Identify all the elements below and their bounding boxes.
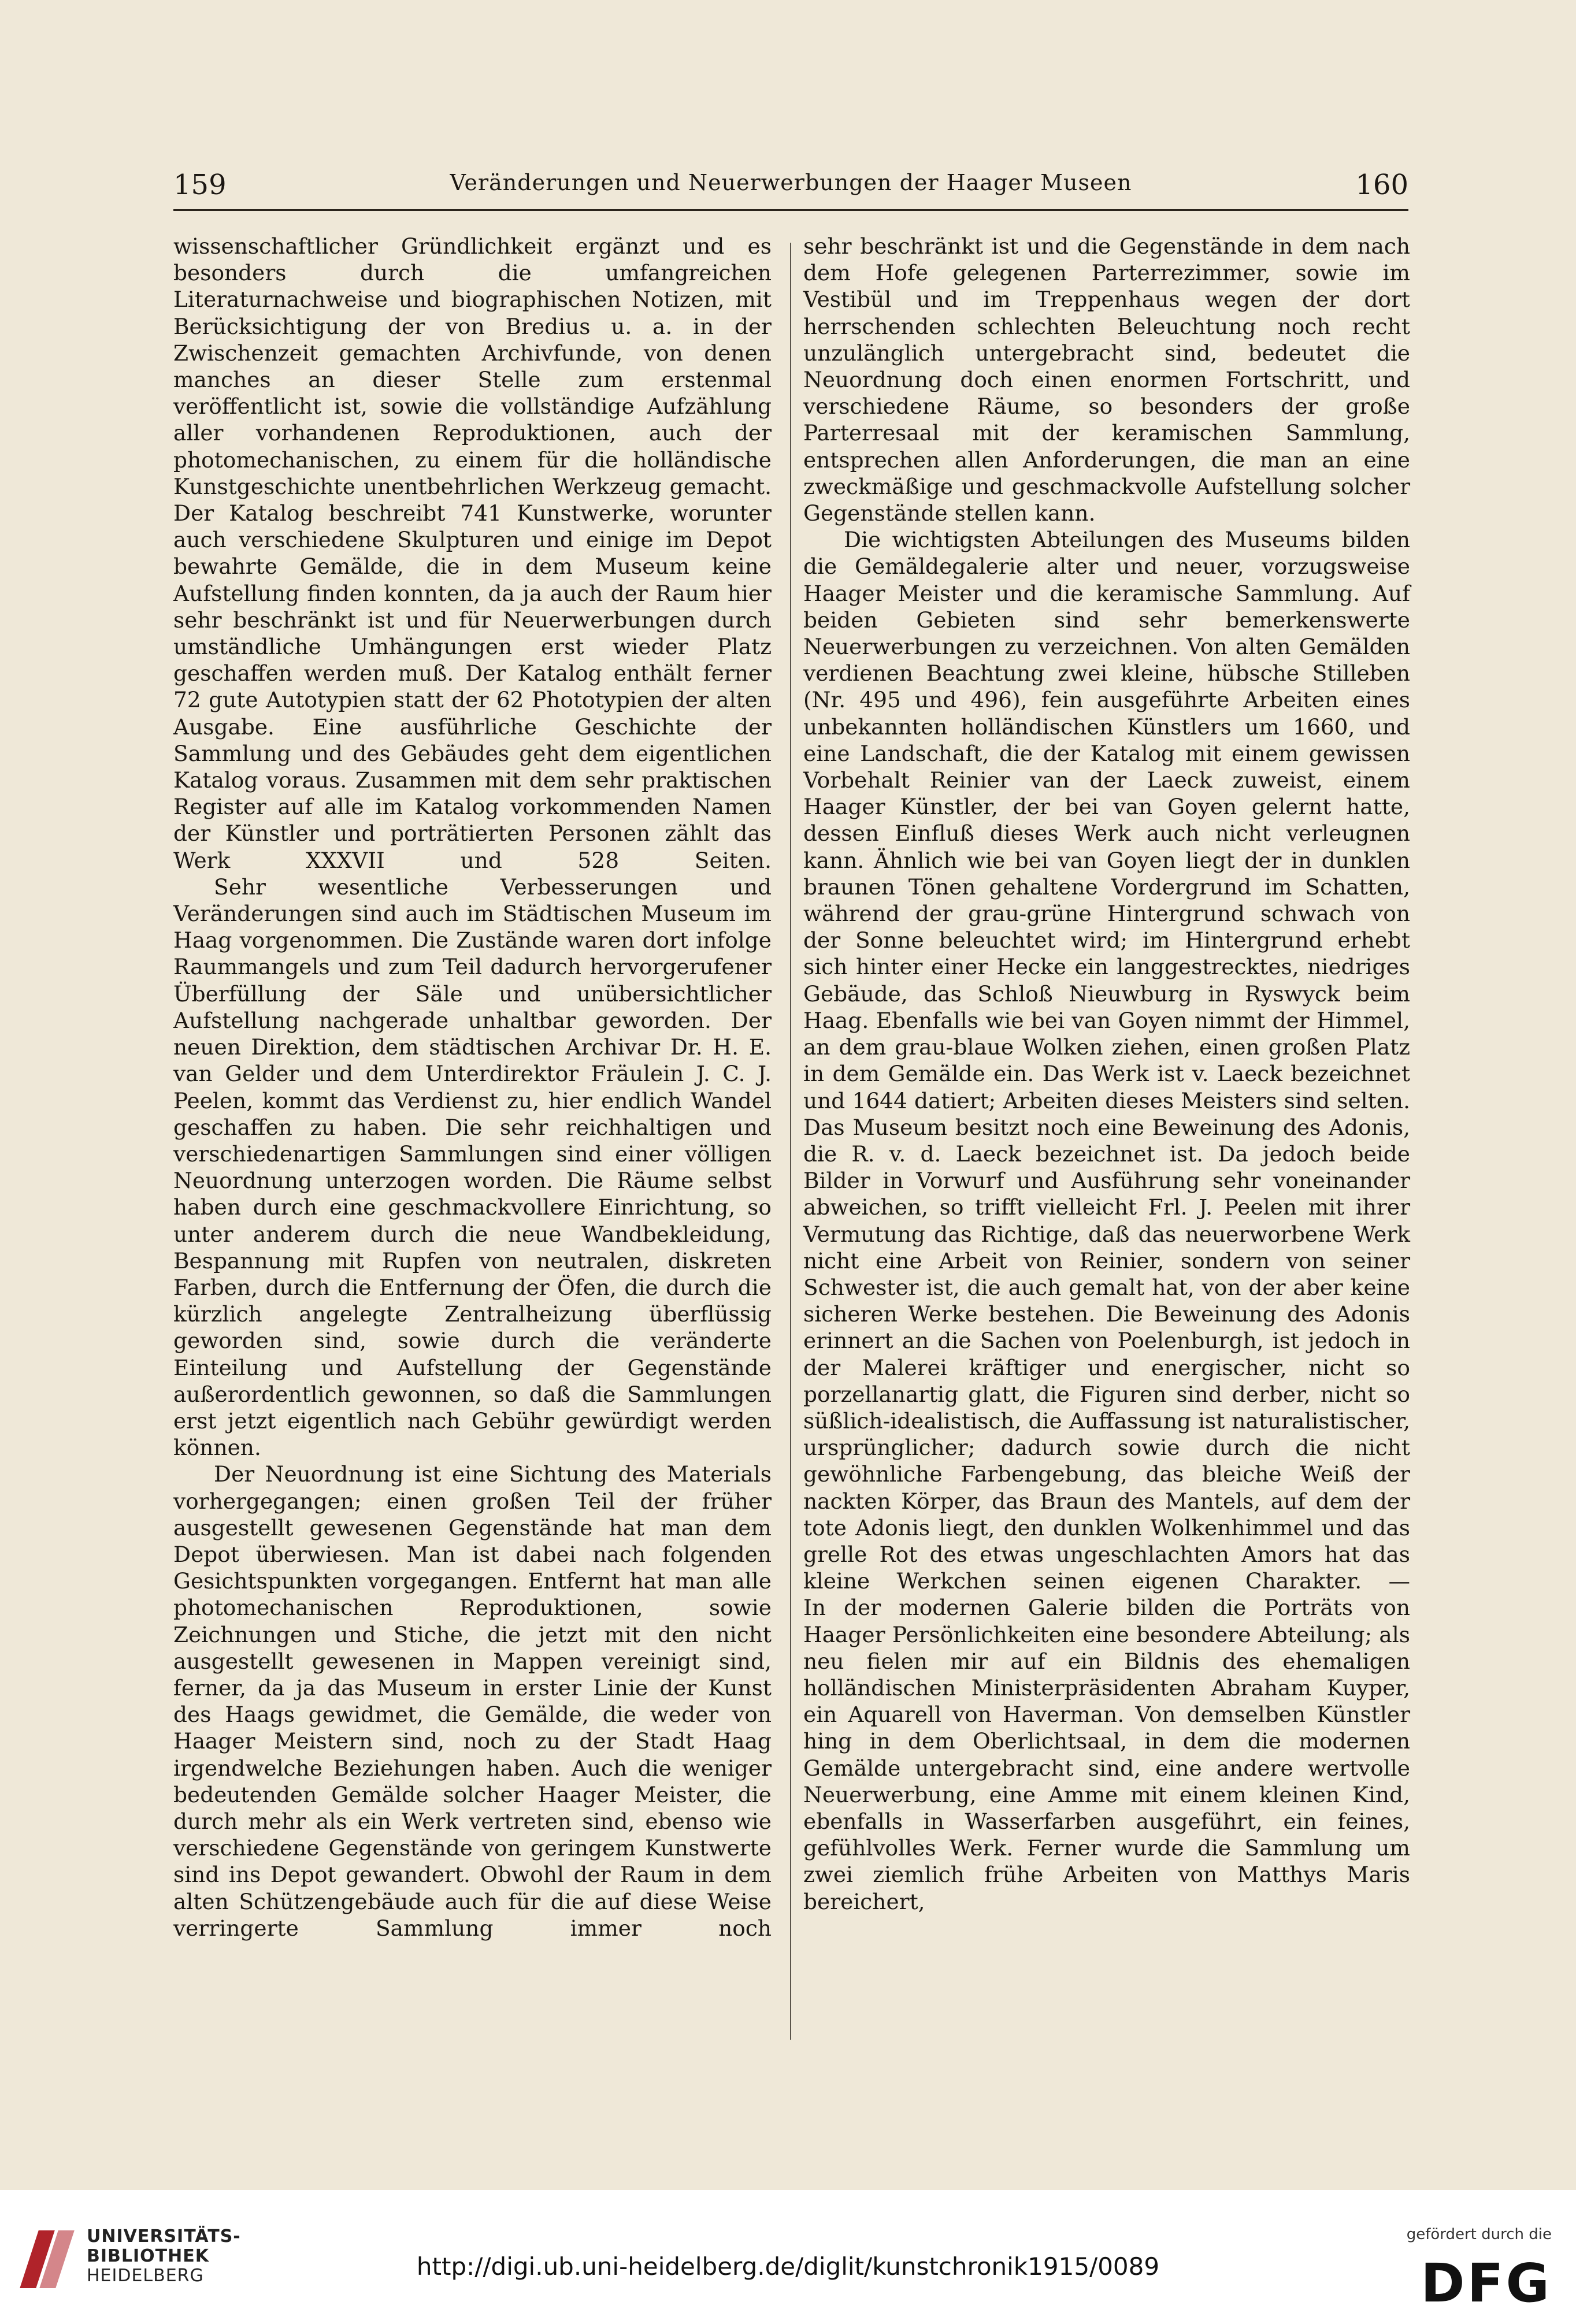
paragraph: Der Neuordnung ist eine Sichtung des Materials vorhergegangen; einen großen Teil der früher ausgestellt gewesenen Gegenstände hat man dem Depot überwiesen. Man ist dabei nach folgenden Gesichtspunkten vorgegangen. Entfernt hat man alle photomechanischen Reproduktionen, sowie Zeichnungen und Stiche, die jetzt mit den nicht ausgestellt gewesenen in Mappen vereinigt sind, ferner, da ja das Museum in erster Linie der Kunst des Haags gewidmet, die Gemälde, die weder von Haager Meistern sind, noch zu der Stadt Haag irgendwelche Beziehungen haben. Auch die weniger bedeutenden Gemälde solcher Haager Meister, die durch mehr als ein Werk vertreten sind, ebenso wie verschiedene Gegenstände von geringem Kunstwerte sind ins Depot gewandert. Obwohl der Raum in dem alten Schützengebäude auch für die auf diese Weise verringerte Sammlung immer noch (173, 1461, 772, 1941)
page-number-right: 160 (1355, 169, 1408, 201)
funding-label: gefördert durch die (1406, 2226, 1552, 2243)
paragraph: Sehr wesentliche Verbesserungen und Veränderungen sind auch im Städtischen Museum im Haag vorgenommen. Die Zustände waren dort infolge Raummangels und zum Teil dadurch hervorgerufener Überfüllung der Säle und unübersichtlicher Aufstellung nachgerade unhaltbar geworden. Der neuen Direktion, dem städtischen Archivar Dr. H. E. van Gelder und dem Unterdirektor Fräulein J. C. J. Peelen, kommt das Verdienst zu, hier endlich Wandel geschaffen zu haben. Die sehr reichhaltigen und verschiedenartigen Sammlungen sind einer völligen Neuordnung unterzogen worden. Die Räume selbst haben durch eine geschmackvollere Einrichtung, so unter anderem durch die neue Wandbekleidung, Bespannung mit Rupfen von neutralen, diskreten Farben, durch die Entfernung der Öfen, die durch die kürzlich angelegte Zentralheizung überflüssig geworden sind, sowie durch die veränderte Einteilung und Aufstellung der Gegenstände außerordentlich gewonnen, so daß die Sammlungen erst jetzt eigentlich nach Gebühr gewürdigt werden können. (173, 874, 772, 1461)
paragraph: In der modernen Galerie bilden die Porträts von Haager Persönlichkeiten eine besondere Abteilung; als neu fielen mir auf ein Bildnis des ehemaligen holländischen Ministerpräsidenten Abraham Kuyper, ein Aquarell von Haverman. Von demselben Künstler hing in dem Oberlichtsaal, in dem die modernen Gemälde untergebracht sind, eine andere wertvolle Neuerwerbung, eine Amme mit einem kleinen Kind, ebenfalls in Wasserfarben ausgeführt, ein feines, gefühlvolles Werk. Ferner wurde die Sammlung um zwei ziemlich frühe Arbeiten von Matthys Maris bereichert, (803, 1595, 1410, 1914)
permalink-url[interactable]: http://digi.ub.uni-heidelberg.de/diglit/kunstchronik1915/0089 (416, 2252, 1160, 2281)
library-name: UNIVERSITÄTS- BIBLIOTHEK HEIDELBERG (87, 2226, 241, 2286)
left-column (173, 233, 772, 1941)
page-number-left: 159 (173, 169, 227, 201)
paragraph: Die wichtigsten Abteilungen des Museums bilden die Gemäldegalerie alter und neuer, vorzugsweise Haager Meister und die keramische Sammlung. Auf beiden Gebieten sind sehr bemerkenswerte Neuerwerbungen zu verzeichnen. Von alten Gemälden verdienen Beachtung zwei kleine, hübsche Stilleben (Nr. 495 und 496), fein ausgeführte Arbeiten eines unbekannten holländischen Künstlers um 1660, und eine Landschaft, die der Katalog mit einem gewissen Vorbehalt Reinier van der Laeck zuweist, einem Haager Künstler, der bei van Goyen gelernt hatte, dessen Einfluß dieses Werk auch nicht verleugnen kann. Ähnlich wie bei van Goyen liegt der in dunklen braunen Tönen gehaltene Vordergrund im Schatten, während der grau-grüne Hintergrund schwach von der Sonne beleuchtet wird; im Hintergrund erhebt sich hinter einer Hecke ein langgestrecktes, niedriges Gebäude, das Schloß Nieuwburg in Ryswyck beim Haag. Ebenfalls wie bei van Goyen nimmt der Himmel, an dem grau-blaue Wolken ziehen, einen großen Platz in dem Gemälde ein. Das Werk ist v. Laeck bezeichnet und 1644 datiert; Arbeiten dieses Meisters sind selten. Das Museum besitzt noch eine Beweinung des Adonis, die R. v. d. Laeck bezeichnet ist. Da jedoch beide Bilder in Vorwurf und Ausführung sehr voneinander abweichen, so trifft vielleicht Frl. J. Peelen mit ihrer Vermutung das Richtige, daß das neuerworbene Werk nicht eine Arbeit von Reinier, sondern von seiner Schwester ist, die auch gemalt hat, von der aber keine sicheren Werke bestehen. Die Beweinung des Adonis erinnert an die Sachen von Poelenburgh, ist jedoch in der Malerei kräftiger und energischer, nicht so porzellanartig glatt, die Figuren sind derber, nicht so süßlich-idealistisch, die Auffassung ist naturalistischer, ursprünglicher; dadurch sowie durch die nicht gewöhnliche Farbengebung, das bleiche Weiß der nackten Körper, das Braun des Mantels, auf dem der tote Adonis liegt, den dunklen Wolkenhimmel und das grelle Rot des etwas ungeschlachten Amors hat das kleine Werkchen seinen eigenen Charakter. — (803, 527, 1410, 1594)
running-head (173, 169, 1408, 211)
viewer-footer (0, 2190, 1576, 2324)
right-column (803, 233, 1410, 1915)
column-divider (790, 243, 791, 2040)
dfg-logo: DFG (1421, 2252, 1552, 2314)
running-title: Veränderungen und Neuerwerbungen der Haager Museen (450, 170, 1132, 195)
paragraph: wissenschaftlicher Gründlichkeit ergänzt und es besonders durch die umfangreichen Literaturnachweise und biographischen Notizen, mit Berücksichtigung der von Bredius u. a. in der Zwischenzeit gemachten Archivfunde, von denen manches an dieser Stelle zum erstenmal veröffentlicht ist, sowie die vollständige Aufzählung aller vorhandenen Reproduktionen, auch der photomechanischen, zu einem für die holländische Kunstgeschichte unentbehrlichen Werkzeug gemacht. Der Katalog beschreibt 741 Kunstwerke, worunter auch verschiedene Skulpturen und einige im Depot bewahrte Gemälde, die in dem Museum keine Aufstellung finden konnten, da ja auch der Raum hier sehr beschränkt ist und für Neuerwerbungen durch umständliche Umhängungen erst wieder Platz geschaffen werden muß. Der Katalog enthält ferner 72 gute Autotypien statt der 62 Phototypien der alten Ausgabe. Eine ausführliche Geschichte der Sammlung und des Gebäudes geht dem eigentlichen Katalog voraus. Zusammen mit dem sehr praktischen Register auf alle im Katalog vorkommenden Namen der Künstler und porträtierten Personen zählt das Werk XXXVII und 528 Seiten. (173, 233, 772, 873)
paragraph: sehr beschränkt ist und die Gegenstände in dem nach dem Hofe gelegenen Parterrezimmer, sowie im Vestibül und im Treppenhaus wegen der dort herrschenden schlechten Beleuchtung noch recht unzulänglich untergebracht sind, bedeutet die Neuordnung doch einen enormen Fortschritt, und verschiedene Räume, so besonders der große Parterresaal mit der keramischen Sammlung, entsprechen allen Anforderungen, die man an eine zweckmäßige und geschmackvolle Aufstellung solcher Gegenstände stellen kann. (803, 233, 1410, 526)
